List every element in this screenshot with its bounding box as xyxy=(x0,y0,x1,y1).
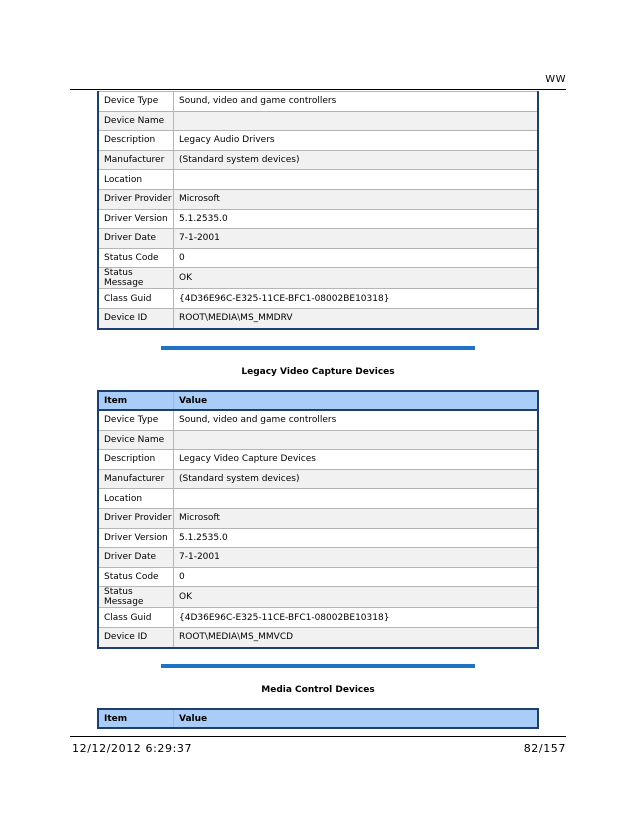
header-rule xyxy=(70,89,566,90)
row-value: OK xyxy=(174,587,539,608)
row-label: Driver Version xyxy=(98,528,174,548)
row-label: Driver Date xyxy=(98,229,174,249)
footer-datetime: 12/12/2012 6:29:37 xyxy=(72,742,193,755)
device-table-media-control xyxy=(97,708,539,729)
row-value xyxy=(174,489,539,509)
row-label: Device Name xyxy=(98,430,174,450)
table-row xyxy=(98,469,538,489)
table-row xyxy=(98,92,538,112)
table-row xyxy=(98,567,538,587)
row-label: Location xyxy=(98,170,174,190)
row-value: 0 xyxy=(174,248,539,268)
row-value: Legacy Video Capture Devices xyxy=(174,450,539,470)
row-value xyxy=(174,111,539,131)
row-label: Driver Provider xyxy=(98,508,174,528)
row-value: ROOT\MEDIA\MS_MMVCD xyxy=(174,627,539,647)
column-header-item: Item xyxy=(98,709,174,728)
row-value: Sound, video and game controllers xyxy=(174,92,539,112)
row-label: Device Type xyxy=(98,410,174,430)
column-header-value: Value xyxy=(174,391,539,410)
table-row xyxy=(98,229,538,249)
row-value xyxy=(174,170,539,190)
row-label: Description xyxy=(98,450,174,470)
table-row xyxy=(98,489,538,509)
column-header-value: Value xyxy=(174,709,539,728)
table-header-row xyxy=(98,391,538,410)
section-title: Media Control Devices xyxy=(261,685,375,695)
row-value: {4D36E96C-E325-11CE-BFC1-08002BE10318} xyxy=(174,289,539,309)
column-header-item: Item xyxy=(98,391,174,410)
row-value: (Standard system devices) xyxy=(174,150,539,170)
row-label: Driver Version xyxy=(98,209,174,229)
page-header: WW xyxy=(545,74,566,85)
row-label: Status Code xyxy=(98,567,174,587)
row-label: Class Guid xyxy=(98,289,174,309)
row-label: Manufacturer xyxy=(98,150,174,170)
table-row xyxy=(98,170,538,190)
table-row xyxy=(98,209,538,229)
table-row xyxy=(98,289,538,309)
table-row xyxy=(98,430,538,450)
row-label: Status Message xyxy=(98,587,174,608)
row-label: Status Message xyxy=(98,268,174,289)
row-value xyxy=(174,430,539,450)
row-label: Location xyxy=(98,489,174,509)
row-value: (Standard system devices) xyxy=(174,469,539,489)
section-separator xyxy=(161,664,475,668)
table-row xyxy=(98,410,538,430)
row-value: 7-1-2001 xyxy=(174,229,539,249)
row-value: 5.1.2535.0 xyxy=(174,209,539,229)
table-row xyxy=(98,627,538,647)
footer-rule xyxy=(70,736,566,737)
row-value: ROOT\MEDIA\MS_MMDRV xyxy=(174,308,539,328)
table-row xyxy=(98,131,538,151)
table-row xyxy=(98,450,538,470)
table-row xyxy=(98,528,538,548)
device-table-legacy-video-capture xyxy=(97,390,539,649)
table-row xyxy=(98,268,538,289)
table-row xyxy=(98,248,538,268)
device-table-body xyxy=(98,709,538,728)
row-value: 0 xyxy=(174,567,539,587)
table-row xyxy=(98,111,538,131)
section-separator xyxy=(161,346,475,350)
device-table-body xyxy=(98,92,538,329)
row-label: Driver Date xyxy=(98,548,174,568)
row-label: Manufacturer xyxy=(98,469,174,489)
row-label: Description xyxy=(98,131,174,151)
row-value: Microsoft xyxy=(174,189,539,209)
row-value: Legacy Audio Drivers xyxy=(174,131,539,151)
row-label: Device ID xyxy=(98,627,174,647)
device-table-body xyxy=(98,391,538,648)
row-value: 7-1-2001 xyxy=(174,548,539,568)
table-row xyxy=(98,548,538,568)
row-value: Sound, video and game controllers xyxy=(174,410,539,430)
row-value: 5.1.2535.0 xyxy=(174,528,539,548)
table-row xyxy=(98,150,538,170)
table-row xyxy=(98,189,538,209)
row-value: {4D36E96C-E325-11CE-BFC1-08002BE10318} xyxy=(174,608,539,628)
device-table-legacy-audio xyxy=(97,91,539,330)
footer-page-number: 82/157 xyxy=(523,742,566,755)
table-row xyxy=(98,508,538,528)
table-header-row xyxy=(98,709,538,728)
row-label: Driver Provider xyxy=(98,189,174,209)
row-label: Device Name xyxy=(98,111,174,131)
row-label: Class Guid xyxy=(98,608,174,628)
table-row xyxy=(98,608,538,628)
table-row xyxy=(98,308,538,328)
row-label: Device Type xyxy=(98,92,174,112)
row-value: Microsoft xyxy=(174,508,539,528)
row-value: OK xyxy=(174,268,539,289)
table-row xyxy=(98,587,538,608)
row-label: Status Code xyxy=(98,248,174,268)
row-label: Device ID xyxy=(98,308,174,328)
section-title: Legacy Video Capture Devices xyxy=(241,367,395,377)
